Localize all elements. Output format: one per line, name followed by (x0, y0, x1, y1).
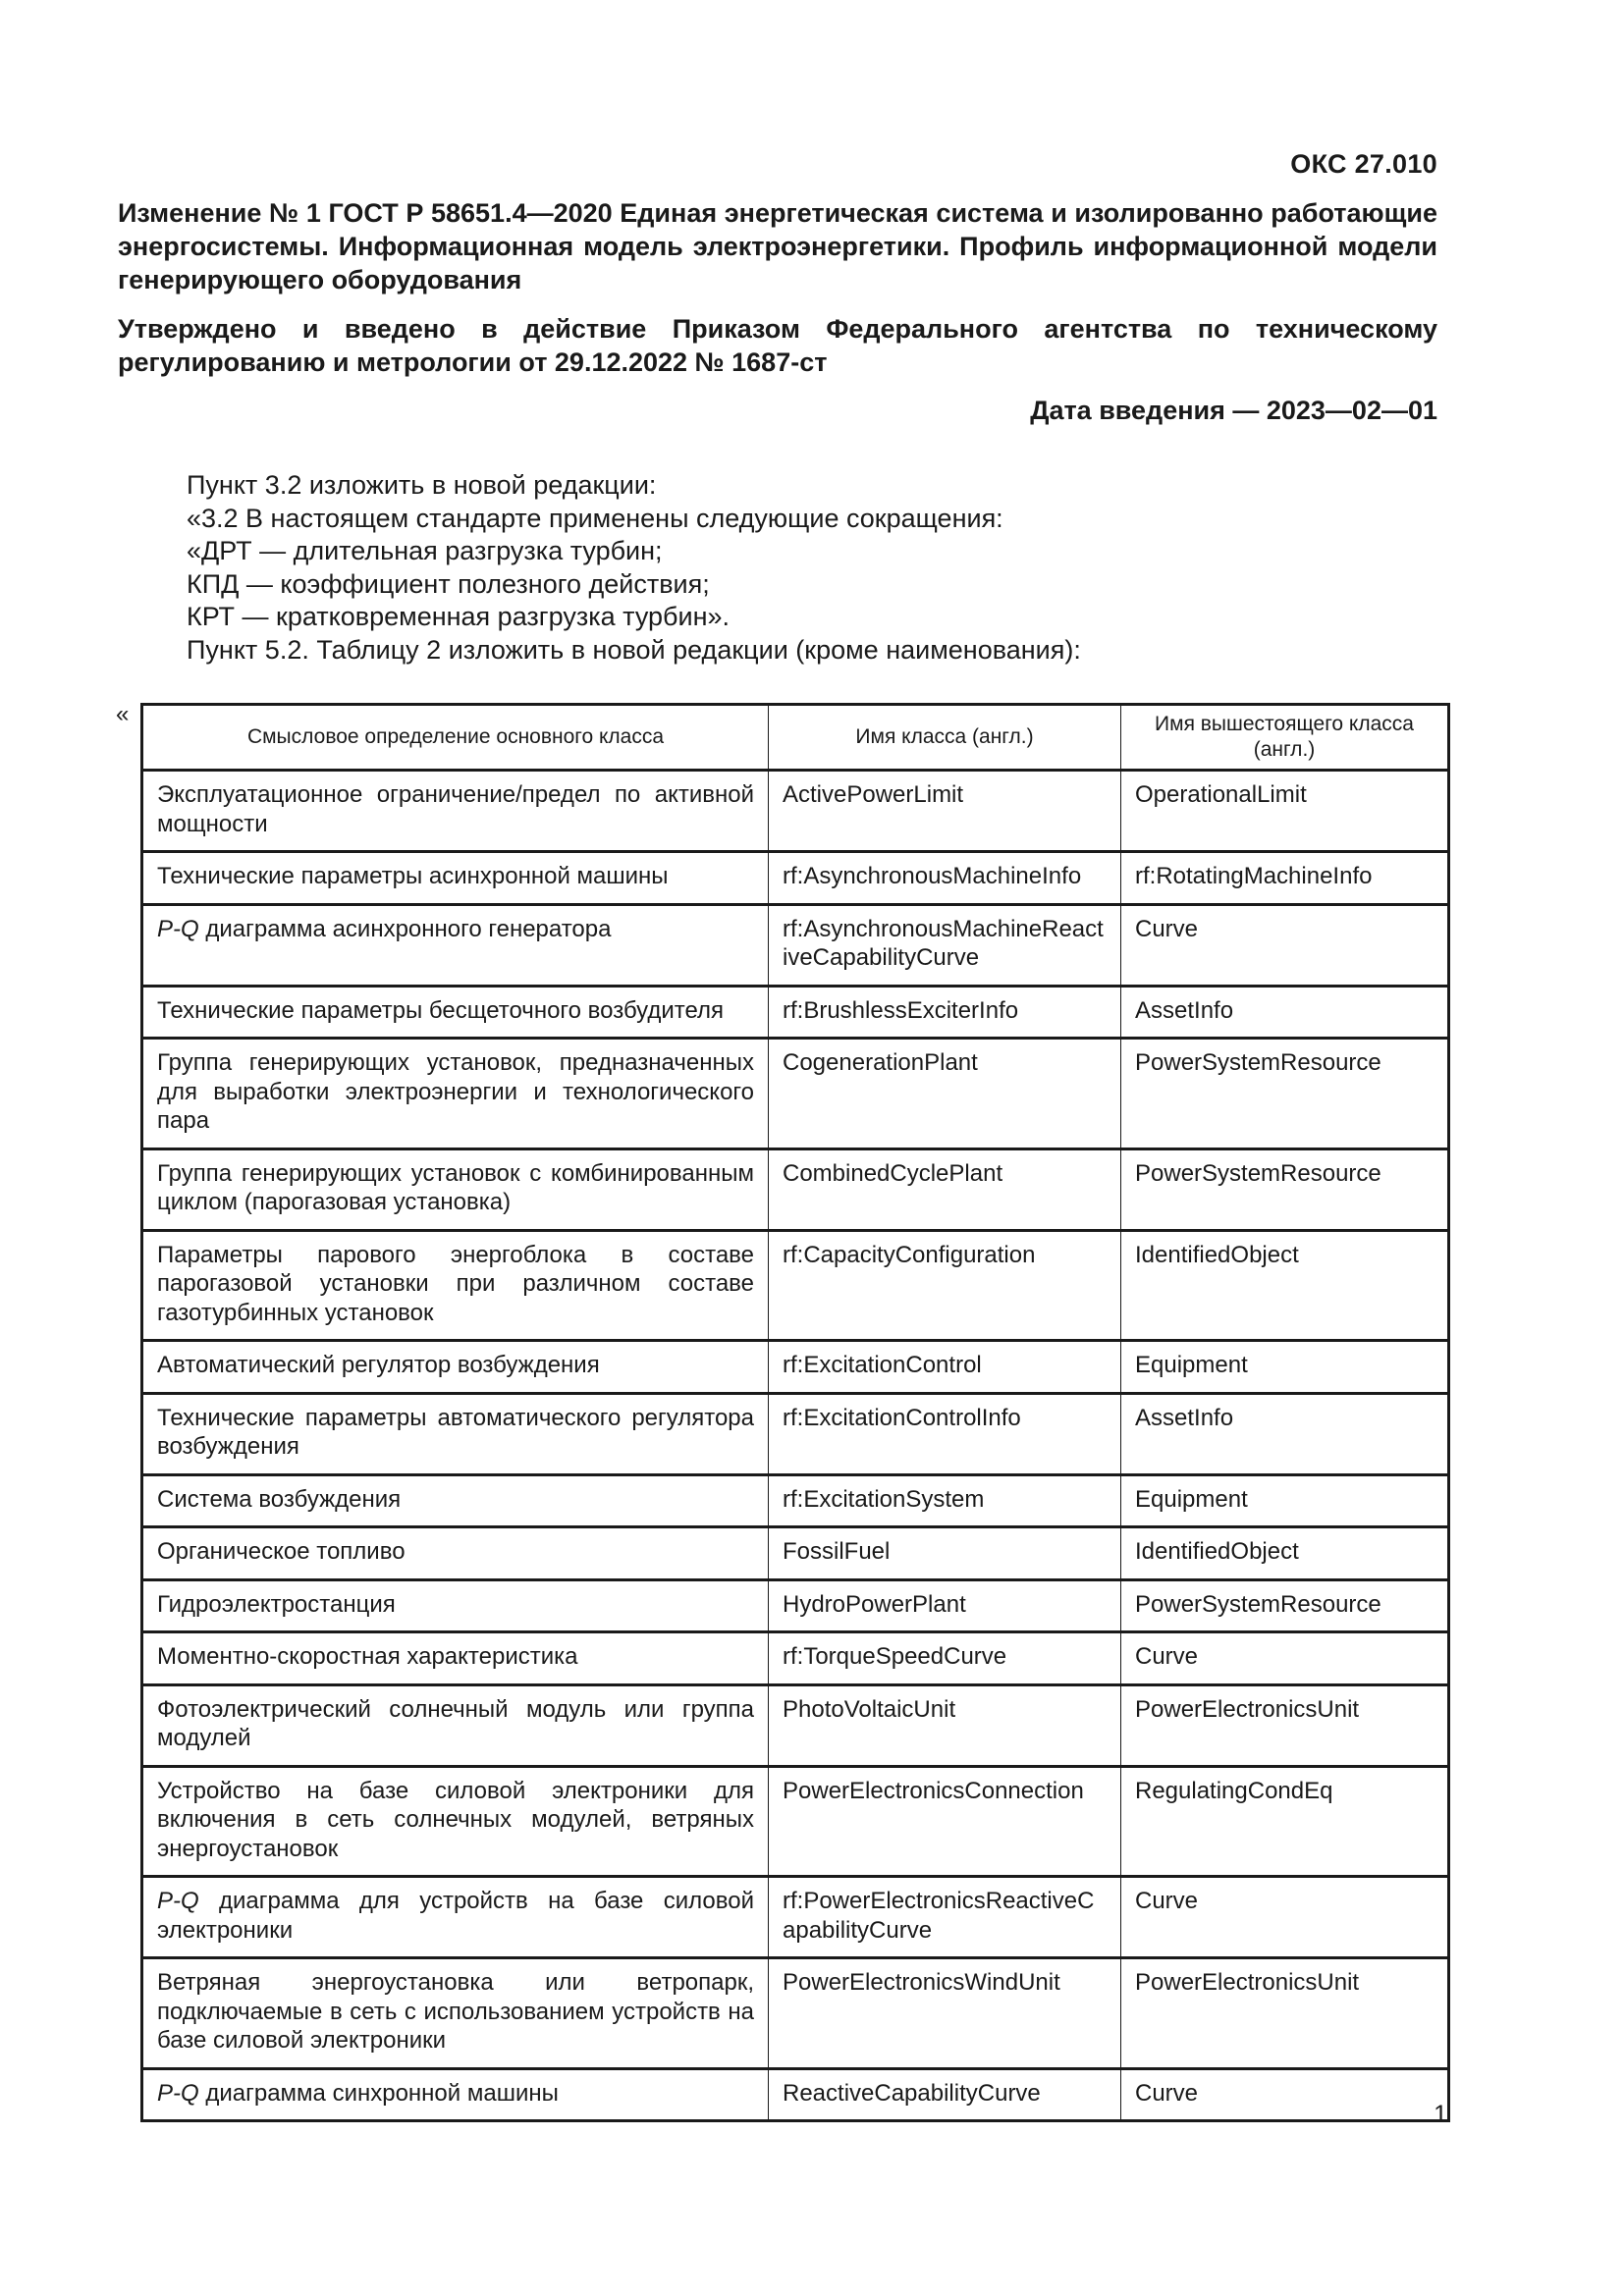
cell-parent-class: Equipment (1121, 1474, 1449, 1527)
definition-text: Параметры парового энергоблока в составе парогазовой установки при различном составе газотурбинных установок (157, 1241, 754, 1326)
cell-parent-class: IdentifiedObject (1121, 1230, 1449, 1341)
cell-class-name: ReactiveCapabilityCurve (769, 2068, 1121, 2121)
cell-definition (142, 1632, 769, 1685)
definition-text: Ветряная энергоустановка или ветропарк, подключаемые в сеть с использованием устройств на базе силовой электроники (157, 1969, 754, 2054)
pq-prefix: P-Q (157, 2079, 199, 2107)
cell-definition (142, 1393, 769, 1474)
definition-text: Технические параметры автоматического регулятора возбуждения (157, 1404, 754, 1460)
table-header-row (142, 705, 1449, 771)
cell-parent-class: Curve (1121, 904, 1449, 986)
cell-class-name: PowerElectronicsConnection (769, 1766, 1121, 1877)
cell-parent-class: IdentifiedObject (1121, 1527, 1449, 1580)
cell-definition (142, 1684, 769, 1766)
header-class-name: Имя класса (англ.) (769, 705, 1121, 771)
cell-definition (142, 852, 769, 905)
cell-parent-class: OperationalLimit (1121, 771, 1449, 852)
cell-parent-class: PowerElectronicsUnit (1121, 1684, 1449, 1766)
definition-text: диаграмма синхронной машины (198, 2079, 559, 2107)
cell-definition (142, 986, 769, 1039)
table-row (142, 1341, 1449, 1394)
text-line: КПД — коэффициент полезного действия; (187, 568, 710, 599)
pq-prefix: P-Q (157, 915, 199, 942)
definition-text: Фотоэлектрический солнечный модуль или группа модулей (157, 1695, 754, 1751)
definition-text: диаграмма асинхронного генератора (198, 915, 612, 942)
class-table (140, 703, 1450, 2122)
cell-class-name: rf:ExcitationSystem (769, 1474, 1121, 1527)
cell-definition (142, 1958, 769, 2069)
definition-text: Технические параметры асинхронной машины (157, 863, 669, 889)
table-row (142, 1766, 1449, 1877)
definition-text: Технические параметры бесщеточного возбудителя (157, 996, 725, 1024)
approval-statement: Утверждено и введено в действие Приказом Федерального агентства по техническому регулированию и метрологии от 29.12.2022 № 1687-ст (118, 314, 1437, 377)
cell-definition (142, 1341, 769, 1394)
cell-parent-class: AssetInfo (1121, 1393, 1449, 1474)
definition-text: Органическое топливо (157, 1538, 406, 1565)
table-row (142, 852, 1449, 905)
cell-definition (142, 1579, 769, 1632)
cell-parent-class: PowerElectronicsUnit (1121, 1958, 1449, 2069)
table-row (142, 1230, 1449, 1341)
table-row (142, 1877, 1449, 1958)
table-row (142, 1393, 1449, 1474)
cell-parent-class: PowerSystemResource (1121, 1579, 1449, 1632)
text-line: «3.2 В настоящем стандарте применены следующие сокращения: (187, 503, 1003, 533)
definition-text: диаграмма для устройств на базе силовой электроники (157, 1888, 754, 1944)
text-line: Пункт 5.2. Таблицу 2 изложить в новой редакции (кроме наименования): (187, 634, 1081, 665)
cell-class-name: rf:CapacityConfiguration (769, 1230, 1121, 1341)
cell-parent-class: rf:RotatingMachineInfo (1121, 852, 1449, 905)
table-row (142, 1632, 1449, 1685)
cell-class-name: PowerElectronicsWindUnit (769, 1958, 1121, 2069)
cell-definition (142, 904, 769, 986)
definition-text: Автоматический регулятор возбуждения (157, 1352, 600, 1378)
cell-class-name: rf:ExcitationControlInfo (769, 1393, 1121, 1474)
opening-quote: « (116, 701, 130, 727)
table-row (142, 904, 1449, 986)
cell-class-name: rf:TorqueSpeedCurve (769, 1632, 1121, 1685)
cell-definition (142, 1230, 769, 1341)
table-row (142, 2068, 1449, 2121)
cell-class-name: FossilFuel (769, 1527, 1121, 1580)
cell-class-name: rf:BrushlessExciterInfo (769, 986, 1121, 1039)
definition-text: Моментно-скоростная характеристика (157, 1643, 578, 1670)
cell-definition (142, 1148, 769, 1230)
definition-text: Группа генерирующих установок, предназначенных для выработки электроэнергии и технологического пара (157, 1049, 754, 1134)
cell-definition (142, 771, 769, 852)
cell-parent-class: Curve (1121, 1877, 1449, 1958)
table-row (142, 771, 1449, 852)
cell-definition (142, 1039, 769, 1149)
cell-parent-class: RegulatingCondEq (1121, 1766, 1449, 1877)
header-definition: Смысловое определение основного класса (142, 705, 769, 771)
cell-definition (142, 1474, 769, 1527)
cell-parent-class: PowerSystemResource (1121, 1148, 1449, 1230)
oks-code: ОКС 27.010 (1290, 149, 1437, 179)
cell-class-name: rf:AsynchronousMachineInfo (769, 852, 1121, 905)
table-row (142, 1148, 1449, 1230)
definition-text: Эксплуатационное ограничение/предел по активной мощности (157, 781, 754, 837)
pq-prefix: P-Q (157, 1888, 199, 1914)
document-title: Изменение № 1 ГОСТ Р 58651.4—2020 Единая энергетическая система и изолированно работающие энергосистемы. Информационная модель электроэнергетики. Профиль информационной модели генерирующего оборудования (118, 198, 1437, 294)
cell-class-name: PhotoVoltaicUnit (769, 1684, 1121, 1766)
amendment-text (187, 469, 1443, 667)
cell-parent-class: AssetInfo (1121, 986, 1449, 1039)
cell-parent-class: Curve (1121, 1632, 1449, 1685)
cell-class-name: ActivePowerLimit (769, 771, 1121, 852)
definition-text: Гидроэлектростанция (157, 1590, 396, 1618)
cell-definition (142, 1527, 769, 1580)
definition-text: Устройство на базе силовой электроники для включения в сеть солнечных модулей, ветряных энергоустановок (157, 1777, 754, 1862)
cell-definition (142, 1766, 769, 1877)
table-row (142, 1958, 1449, 2069)
table-row (142, 1579, 1449, 1632)
header-parent-class: Имя вышестоящего класса (англ.) (1121, 705, 1449, 771)
table-body (142, 771, 1449, 2121)
cell-definition (142, 1877, 769, 1958)
table-row (142, 1039, 1449, 1149)
table-row (142, 1474, 1449, 1527)
text-line: Пункт 3.2 изложить в новой редакции: (187, 470, 657, 500)
table-row (142, 1684, 1449, 1766)
table-row (142, 986, 1449, 1039)
definition-text: Система возбуждения (157, 1485, 402, 1513)
cell-class-name: HydroPowerPlant (769, 1579, 1121, 1632)
text-line: КРТ — кратковременная разгрузка турбин». (187, 602, 731, 631)
page-number: 1 (1434, 2101, 1447, 2128)
cell-definition (142, 2068, 769, 2121)
cell-parent-class: Curve (1121, 2068, 1449, 2121)
cell-class-name: CombinedCyclePlant (769, 1148, 1121, 1230)
cell-parent-class: PowerSystemResource (1121, 1039, 1449, 1149)
table-row (142, 1527, 1449, 1580)
definition-text: Группа генерирующих установок с комбинированным циклом (парогазовая установка) (157, 1159, 754, 1215)
effective-date: Дата введения — 2023—02—01 (1030, 396, 1437, 425)
text-line: «ДРТ — длительная разгрузка турбин; (187, 536, 663, 565)
cell-class-name: rf:AsynchronousMachineReactiveCapabilityCurve (769, 904, 1121, 986)
cell-class-name: rf:PowerElectronicsReactiveCapabilityCurve (769, 1877, 1121, 1958)
cell-class-name: rf:ExcitationControl (769, 1341, 1121, 1394)
cell-class-name: CogenerationPlant (769, 1039, 1121, 1149)
cell-parent-class: Equipment (1121, 1341, 1449, 1394)
